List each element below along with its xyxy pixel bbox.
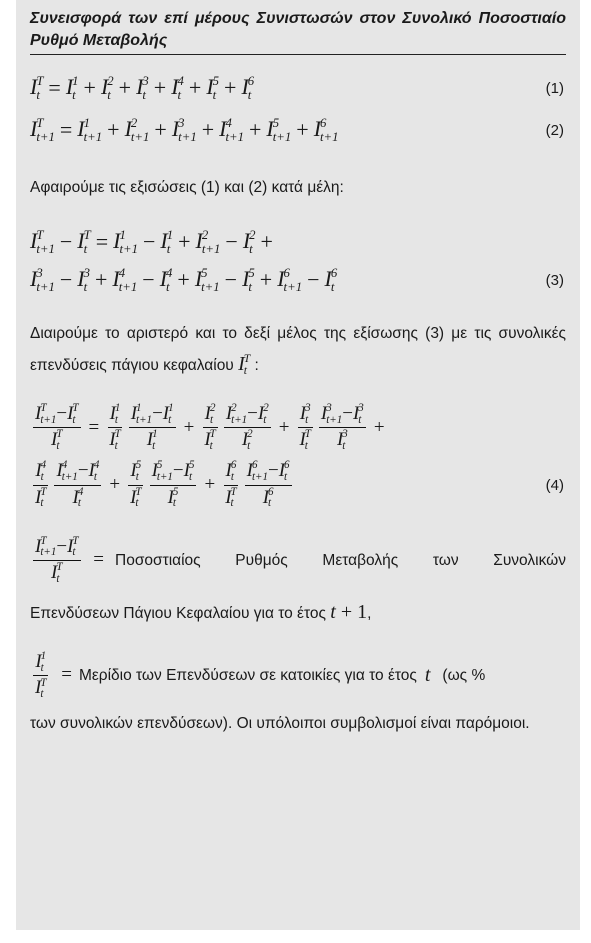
equation-number-3: (3) (545, 271, 564, 289)
definition-1-continuation (30, 597, 566, 629)
definition-2-text: Μερίδιο των Επενδύσεων σε κατοικίες για το έτος (78, 666, 417, 684)
equation-1: I T t = I 1 t + I 2 t + I 3 t + I 4 t + I 5 t + I 6 t (1) (30, 73, 564, 102)
definition-2-continuation: των συνολικών επενδύσεων). Οι υπόλοιποι συμβολισμοί είναι παρόμοιοι. (30, 714, 530, 732)
title-rule (30, 54, 566, 55)
equation-number-4: (4) (545, 476, 564, 494)
definition-2-t: t (424, 664, 431, 687)
document-panel (16, 0, 580, 930)
divide-colon: : (254, 357, 259, 374)
definition-2-line: I 1 t I T t = Μερίδιο των Επενδύσεων σε κατοικίες για το έτος t (ως % (35, 650, 486, 701)
divide-paragraph (30, 319, 566, 381)
divide-text: Διαιρούμε το αριστερό και το δεξί μέλος της εξίσωσης (3) με τις συνολικές επενδύσεις πάγιου κεφαλαίου (30, 325, 566, 374)
equation-4-line-1: I T t+1 −I T t I T t = I 1 t I T t I 1 t+1 −I 1 t I 1 t + I 2 t I T t I 2 t+1 −I 2 t I 2 t + I 3 t I T t I 3 t+1 −I 3 t I 3 t + (35, 402, 385, 452)
definition-2-percent: (ως % (442, 666, 486, 684)
divide-symbol: I T t (238, 352, 251, 378)
subtract-paragraph: Αφαιρούμε τις εξισώσεις (1) και (2) κατά μέλη: (30, 179, 344, 196)
definition-1-line: I T t+1 −I T t I T t = Ποσοστιαίος Ρυθμός Μεταβολής των Συνολικών (35, 534, 566, 585)
equation-2: I T t+1 = I 1 t+1 + I 2 t+1 + I 3 t+1 + I 4 t+1 + I 5 t+1 + I 6 t+1 (2) (30, 115, 564, 144)
equation-number-2: (2) (545, 121, 564, 139)
equation-number-1: (1) (545, 79, 564, 97)
equation-3-line-1: I T t+1 − I T t = I 1 t+1 − I 1 t + I 2 t+1 − I 2 t + (30, 227, 273, 256)
equation-3-line-2: I 3 t+1 − I 3 t + I 4 t+1 − I 4 t + I 5 t+1 − I 5 t + I 6 t+1 − I 6 t (3) (30, 265, 564, 294)
definition-1-text-b: Επενδύσεων Πάγιου Κεφαλαίου για το έτος (30, 605, 326, 623)
section-title: Συνεισφορά των επί μέρους Συνιστωσών στον Συνολικό Ποσοστιαίο Ρυθμό Μεταβολής (30, 10, 566, 49)
comma: , (367, 605, 372, 623)
equation-4-line-2: I 4 t I T t I 4 t+1 −I 4 t I 4 t + I 5 t I T t I 5 t+1 −I 5 t I 5 t + I 6 t I T t I 6 t+1 −I 6 t I 6 t (4) (35, 459, 564, 510)
year-symbol: t + 1 (330, 601, 368, 624)
definition-1-text: Ποσοστιαίος Ρυθμός Μεταβολής των Συνολικών (115, 551, 566, 569)
